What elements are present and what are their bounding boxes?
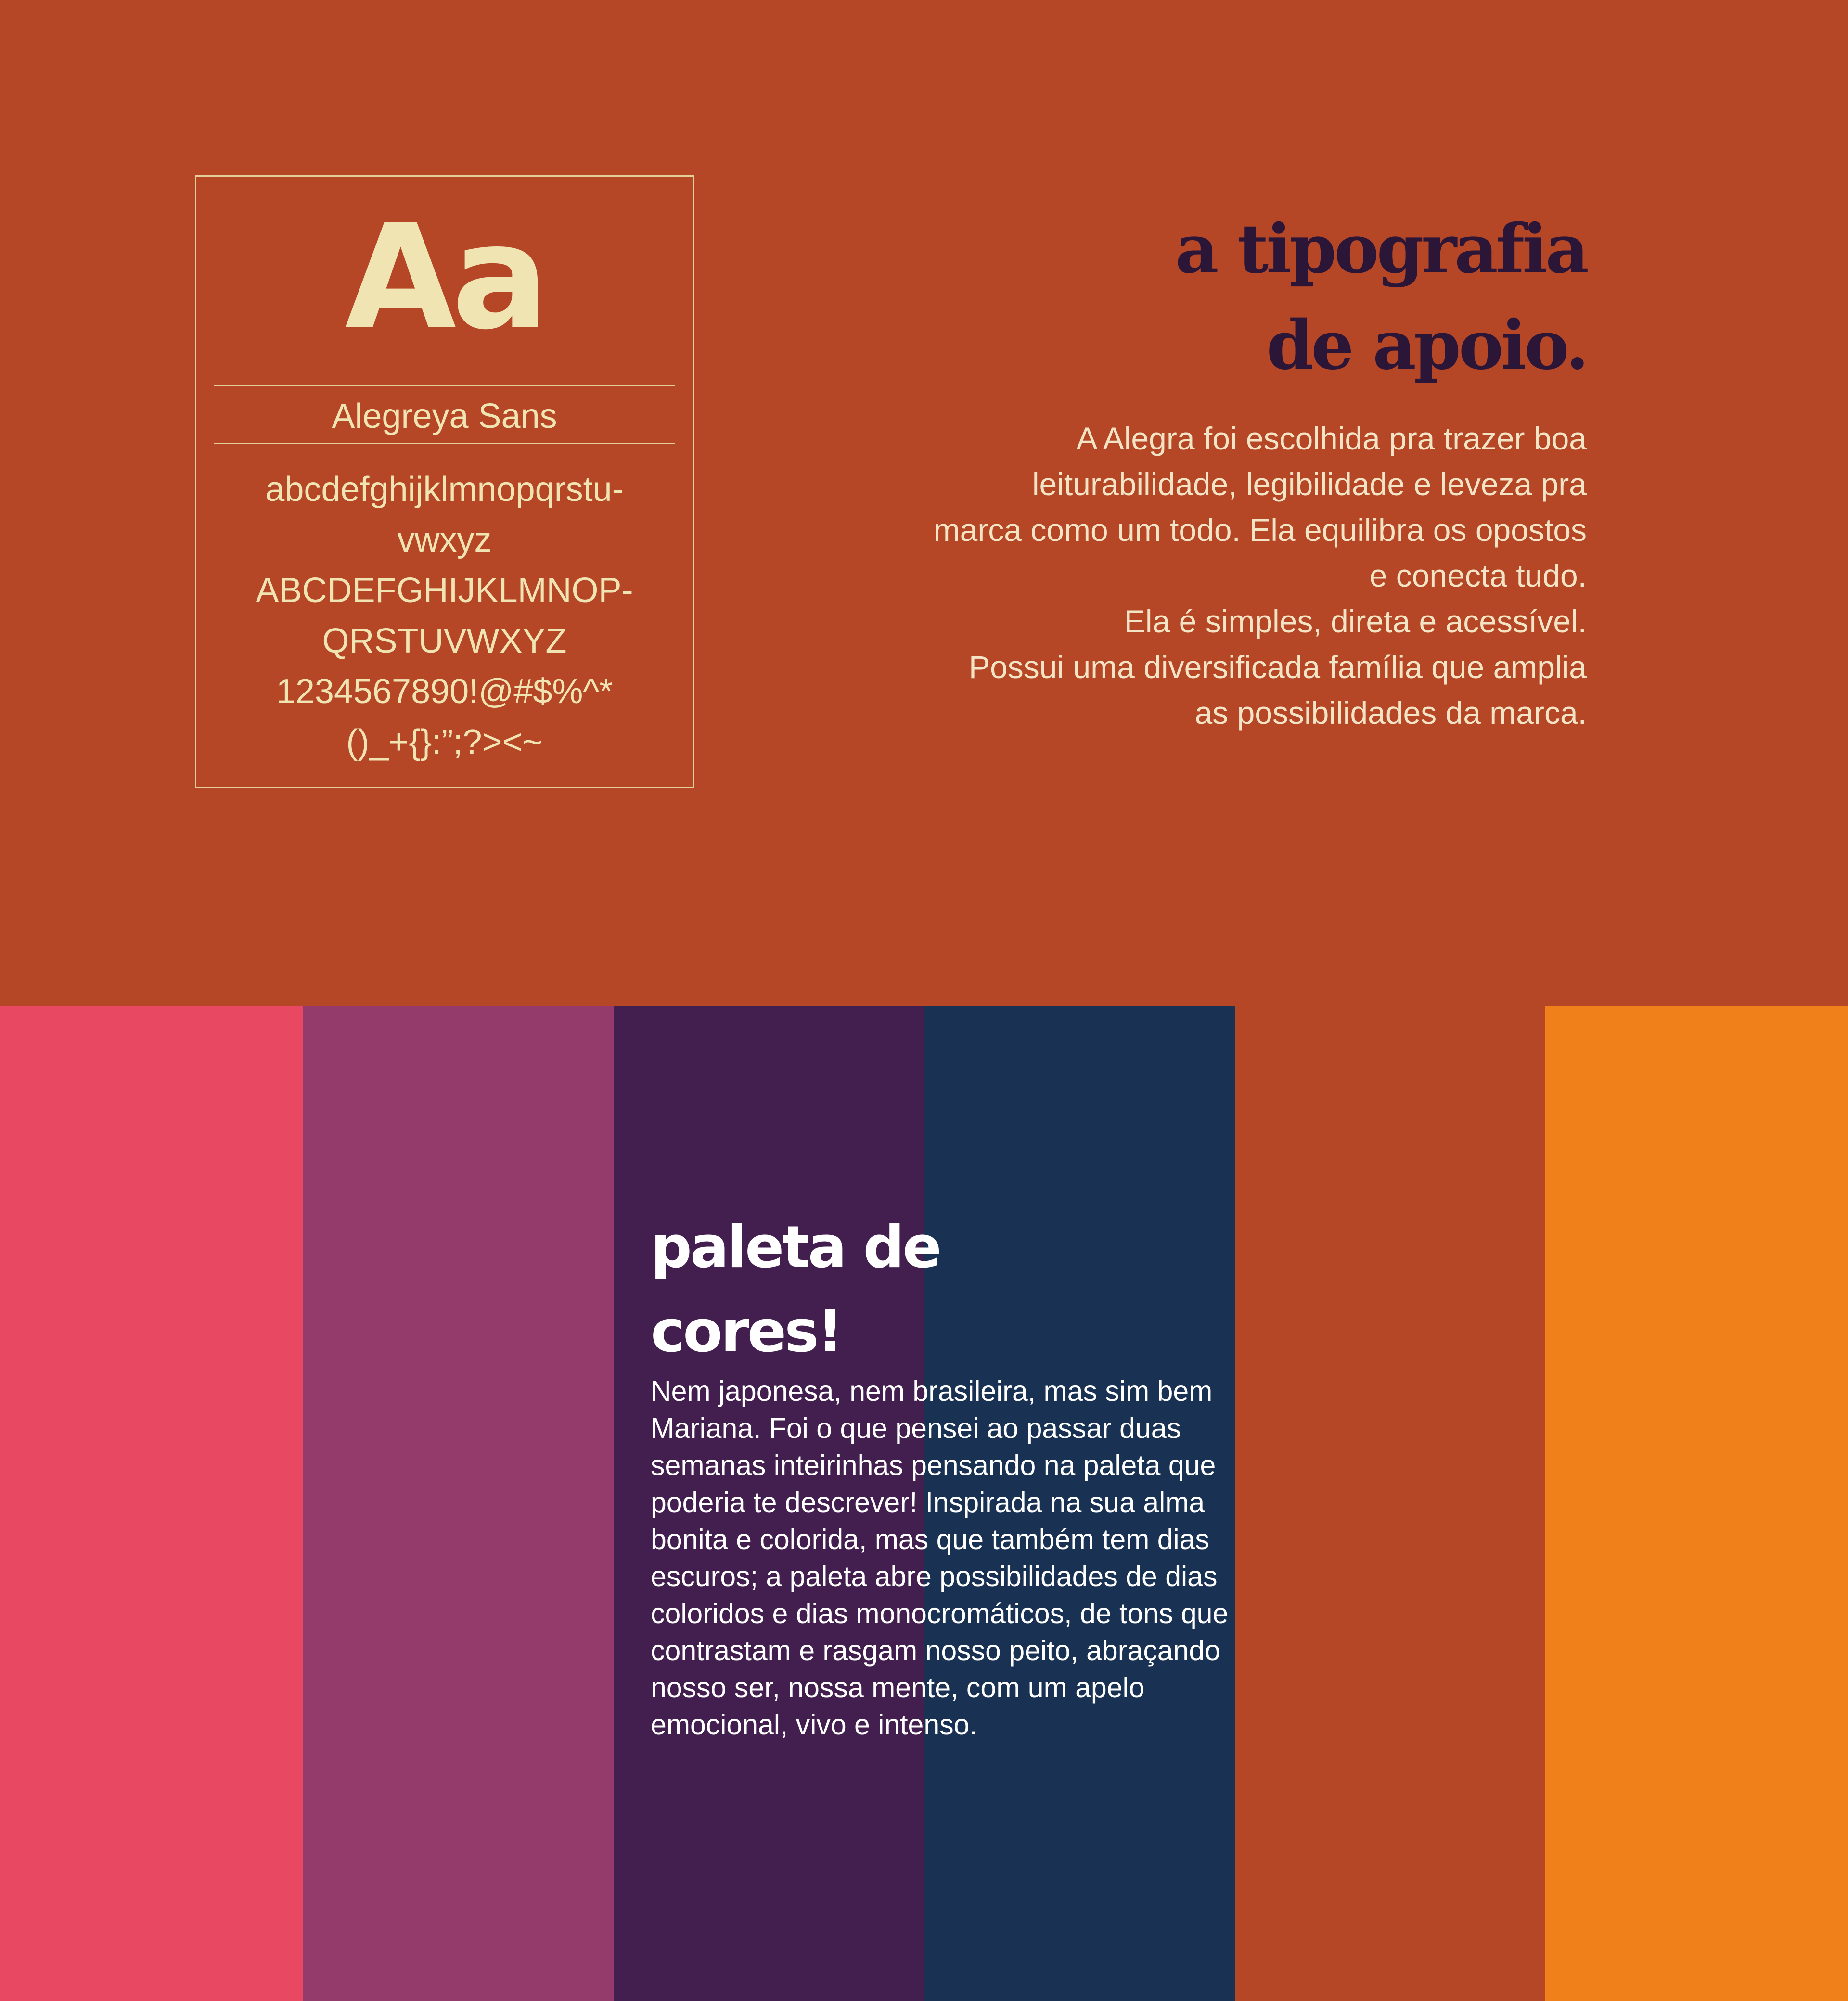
description-line: poderia te descrever! Inspirada na sua alma <box>651 1487 1205 1518</box>
typography-heading <box>961 201 1587 394</box>
typography-description <box>865 416 1587 736</box>
palette-heading <box>651 1206 940 1374</box>
glyph-line: QRSTUVWXYZ <box>322 622 567 660</box>
description-line: bonita e colorida, mas que também tem dias <box>651 1524 1209 1555</box>
font-name-label: Alegreya Sans <box>332 397 557 436</box>
description-line: Possui uma diversificada família que amplia <box>969 649 1587 685</box>
palette-description <box>651 1373 1228 1744</box>
description-line: semanas inteirinhas pensando na paleta que <box>651 1449 1216 1481</box>
description-line: emocional, vivo e intenso. <box>651 1709 977 1741</box>
glyph-line: ABCDEFGHIJKLMNOP- <box>256 571 633 610</box>
description-line: leiturabilidade, legibilidade e leveza pra <box>1032 466 1587 502</box>
heading-line: paleta de <box>651 1214 940 1281</box>
description-line: A Alegra foi escolhida pra trazer boa <box>1076 421 1587 456</box>
font-sample-glyph: Aa <box>345 193 544 361</box>
description-line: e conecta tudo. <box>1369 558 1587 593</box>
description-line: Ela é simples, direta e acessível. <box>1124 603 1587 639</box>
description-line: contrastam e rasgam nosso peito, abraçando <box>651 1635 1220 1667</box>
glyph-line: 1234567890!@#$%^* <box>276 672 613 711</box>
specimen-divider-top <box>214 385 675 386</box>
color-swatch-rust <box>1235 1006 1545 2001</box>
font-specimen-card <box>195 175 694 788</box>
description-line: marca como um todo. Ela equilibra os opostos <box>933 512 1587 548</box>
heading-line: a tipografia <box>1175 210 1587 289</box>
description-line: coloridos e dias monocromáticos, de tons que <box>651 1598 1229 1629</box>
glyph-line: abcdefghijklmnopqrstu- <box>265 470 624 509</box>
description-line: as possibilidades da marca. <box>1194 695 1587 731</box>
description-line: nosso ser, nossa mente, com um apelo <box>651 1672 1145 1704</box>
glyph-set <box>216 464 673 768</box>
glyph-line: vwxyz <box>397 521 492 559</box>
color-swatch-plum <box>303 1006 614 2001</box>
color-swatch-pink <box>0 1006 303 2001</box>
specimen-divider-bottom <box>214 443 675 444</box>
description-line: Mariana. Foi o que pensei ao passar duas <box>651 1412 1181 1444</box>
description-line: escuros; a paleta abre possibilidades de dias <box>651 1561 1218 1592</box>
description-line: Nem japonesa, nem brasileira, mas sim bem <box>651 1375 1213 1407</box>
glyph-line: ()_+{}:”;?><~ <box>346 723 543 761</box>
color-swatch-orange <box>1545 1006 1848 2001</box>
heading-line: cores! <box>651 1298 842 1365</box>
heading-line: de apoio. <box>1266 306 1587 385</box>
